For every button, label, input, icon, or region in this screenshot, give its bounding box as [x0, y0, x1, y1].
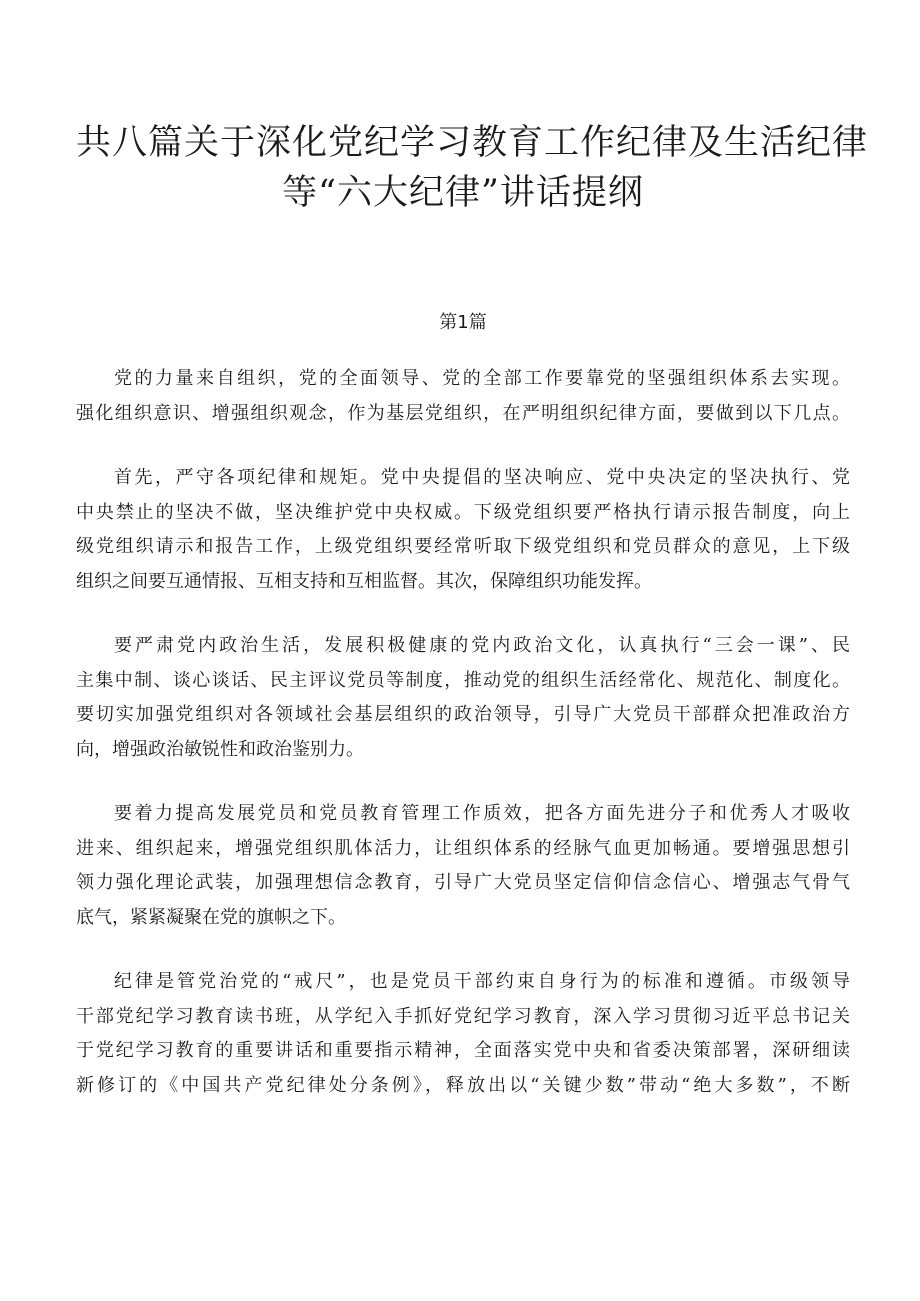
- paragraph-line: 底气，紧紧凝聚在党的旗帜之下。: [76, 906, 346, 928]
- paragraph-line: 领力强化理论武装，加强理想信念教育，引导广大党员坚定信仰信念信心、增强志气骨气: [76, 872, 850, 893]
- paragraph: [76, 362, 850, 431]
- paragraph-line: 级党组织请示和报告工作，上级党组织要经常听取下级党组织和党员群众的意见，上下级: [76, 536, 850, 557]
- paragraph-line: 新修订的《中国共产党纪律处分条例》，释放出以“关键少数”带动“绝大多数”，不断: [76, 1074, 850, 1096]
- paragraph-line: 要严肃党内政治生活，发展积极健康的党内政治文化，认真执行“三会一课”、民: [114, 635, 850, 656]
- paragraph-line: 主集中制、谈心谈话、民主评议党员等制度，推动党的组织生活经常化、规范化、制度化。: [76, 669, 850, 691]
- paragraph-line: 党的力量来自组织，党的全面领导、党的全部工作要靠党的坚强组织体系去实现。: [114, 368, 850, 389]
- paragraph-line: 首先，严守各项纪律和规矩。党中央提倡的坚决响应、党中央决定的坚决执行、党: [114, 467, 850, 488]
- paragraph: [76, 629, 850, 767]
- paragraph-line: 于党纪学习教育的重要讲话和重要指示精神，全面落实党中央和省委决策部署，深研细读: [76, 1040, 850, 1061]
- title-line: 共八篇关于深化党纪学习教育工作纪律及生活纪律: [76, 123, 869, 163]
- paragraph-line: 干部党纪学习教育读书班，从学纪入手抓好党纪学习教育，深入学习贯彻习近平总书记关: [76, 1005, 850, 1027]
- paragraph: [76, 797, 850, 935]
- paragraph: [76, 461, 850, 599]
- section-heading: 第1篇: [439, 312, 487, 333]
- paragraph-line: 组织之间要互通情报、互相支持和互相监督。其次，保障组织功能发挥。: [76, 570, 652, 592]
- paragraph-line: 中央禁止的坚决不做，坚决维护党中央权威。下级党组织要严格执行请示报告制度，向上: [76, 501, 850, 523]
- paragraph-line: 纪律是管党治党的“戒尺”，也是党员干部约束自身行为的标准和遵循。市级领导: [114, 971, 850, 992]
- paragraph-line: 强化组织意识、增强组织观念，作为基层党组织，在严明组织纪律方面，要做到以下几点。: [76, 402, 850, 424]
- paragraph-line: 要切实加强党组织对各领域社会基层组织的政治领导，引导广大党员干部群众把准政治方: [76, 704, 850, 725]
- paragraph: [76, 965, 850, 1103]
- paragraph-line: 要着力提高发展党员和党员教育管理工作质效，把各方面先进分子和优秀人才吸收: [114, 803, 850, 824]
- document-title: [76, 118, 869, 218]
- paragraph-line: 进来、组织起来，增强党组织肌体活力，让组织体系的经脉气血更加畅通。要增强思想引: [76, 837, 850, 859]
- title-line: 等“六大纪律”讲话提纲: [282, 173, 644, 213]
- paragraph-line: 向，增强政治敏锐性和政治鉴别力。: [76, 738, 364, 760]
